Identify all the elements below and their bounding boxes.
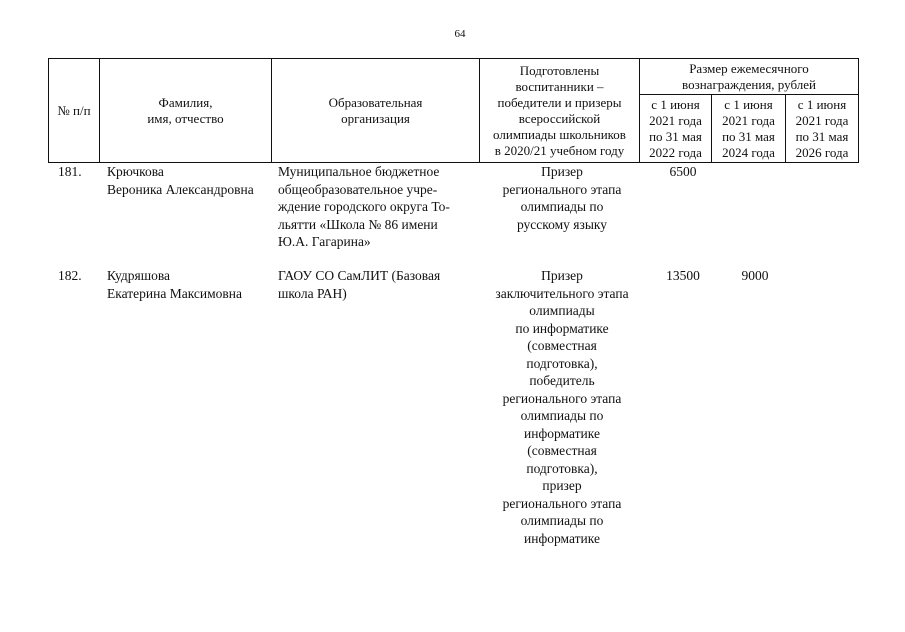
header-period-2026 bbox=[786, 95, 859, 163]
row-182-num: 182. bbox=[58, 268, 82, 283]
header-award bbox=[640, 59, 859, 95]
org-line: общеобразовательное учре- bbox=[278, 181, 438, 197]
header-prepared-line: Подготовлены bbox=[519, 62, 600, 78]
achievement-line: регионального этапа bbox=[502, 390, 622, 406]
name-line: Кудряшова bbox=[107, 268, 171, 283]
header-award-line: вознаграждения, рублей bbox=[682, 76, 816, 92]
header-period-2022 bbox=[640, 95, 712, 163]
period-line: по 31 мая bbox=[722, 128, 775, 144]
page-number: 64 bbox=[454, 28, 466, 40]
header-prepared-line: победители и призеры bbox=[497, 94, 622, 110]
achievement-line: информатике bbox=[524, 425, 600, 441]
period-line: с 1 июня bbox=[651, 96, 700, 112]
achievement-line: регионального этапа bbox=[502, 181, 622, 197]
org-line: льятти «Школа № 86 имени bbox=[278, 216, 438, 232]
header-award-line: Размер ежемесячного bbox=[689, 60, 809, 76]
row-182-amount-2022: 13500 bbox=[666, 268, 700, 283]
period-line: 2021 года bbox=[795, 112, 849, 128]
period-line: 2022 года bbox=[649, 144, 702, 160]
org-line: школа РАН) bbox=[278, 285, 347, 301]
org-line: ГАОУ СО СамЛИТ (Базовая bbox=[278, 268, 441, 283]
row-181-amount-2022: 6500 bbox=[669, 164, 697, 179]
header-prepared-line: в 2020/21 учебном году bbox=[494, 142, 625, 158]
org-line: Ю.А. Гагарина» bbox=[278, 234, 371, 249]
achievement-line: подготовка), bbox=[526, 460, 598, 476]
header-name bbox=[100, 59, 272, 163]
row-182-org bbox=[278, 267, 478, 302]
period-line: по 31 мая bbox=[795, 128, 849, 144]
achievement-line: (совместная bbox=[527, 338, 597, 353]
achievement-line: заключительного этапа bbox=[495, 285, 629, 301]
header-name-line: Фамилия, bbox=[158, 94, 213, 110]
achievement-line: русскому языку bbox=[516, 216, 608, 232]
achievement-line: олимпиады по bbox=[520, 199, 604, 214]
period-line: 2026 года bbox=[795, 144, 849, 160]
row-182-name bbox=[107, 267, 242, 302]
row-181-num: 181. bbox=[58, 164, 82, 179]
header-period-2024 bbox=[712, 95, 786, 163]
header-num: № п/п bbox=[49, 59, 100, 163]
achievement-line: подготовка), bbox=[526, 355, 598, 371]
name-line: Вероника Александровна bbox=[107, 181, 254, 197]
achievement-line: олимпиады bbox=[529, 303, 595, 318]
row-182-amount-2024: 9000 bbox=[741, 268, 769, 283]
period-line: с 1 июня bbox=[724, 96, 773, 112]
achievement-line: победитель bbox=[529, 373, 595, 388]
achievement-line: призер bbox=[542, 478, 582, 493]
period-line: 2021 года bbox=[649, 112, 702, 128]
header-org bbox=[272, 59, 480, 163]
header-org-line: Образовательная bbox=[328, 94, 423, 110]
period-line: с 1 июня bbox=[797, 96, 847, 112]
achievement-line: по информатике bbox=[515, 320, 609, 336]
header-name-line: имя, отчество bbox=[147, 110, 224, 126]
row-181-org bbox=[278, 163, 478, 251]
achievement-line: олимпиады по bbox=[520, 513, 604, 528]
header-prepared-line: всероссийской bbox=[518, 110, 601, 126]
row-181-achievement bbox=[486, 163, 638, 233]
period-line: 2024 года bbox=[722, 144, 775, 160]
header-org-line: организация bbox=[341, 110, 410, 126]
table-header bbox=[48, 58, 859, 163]
achievement-line: Призер bbox=[541, 164, 583, 179]
header-prepared-line: воспитанники – bbox=[515, 78, 604, 94]
org-line: ждение городского округа То- bbox=[278, 199, 450, 214]
period-line: 2021 года bbox=[722, 112, 775, 128]
org-line: Муниципальное бюджетное bbox=[278, 164, 440, 179]
row-181-name bbox=[107, 163, 254, 198]
achievement-line: (совместная bbox=[527, 443, 597, 458]
header-prepared-line: олимпиады школьников bbox=[493, 126, 626, 142]
achievement-line: регионального этапа bbox=[502, 495, 622, 511]
header-prepared bbox=[480, 59, 640, 163]
name-line: Екатерина Максимовна bbox=[107, 285, 243, 301]
achievement-line: Призер bbox=[541, 268, 583, 283]
achievement-line: олимпиады по bbox=[520, 408, 604, 423]
achievement-line: информатике bbox=[524, 530, 600, 546]
period-line: по 31 мая bbox=[649, 128, 702, 144]
row-182-achievement bbox=[486, 267, 638, 547]
name-line: Крючкова bbox=[107, 164, 164, 179]
